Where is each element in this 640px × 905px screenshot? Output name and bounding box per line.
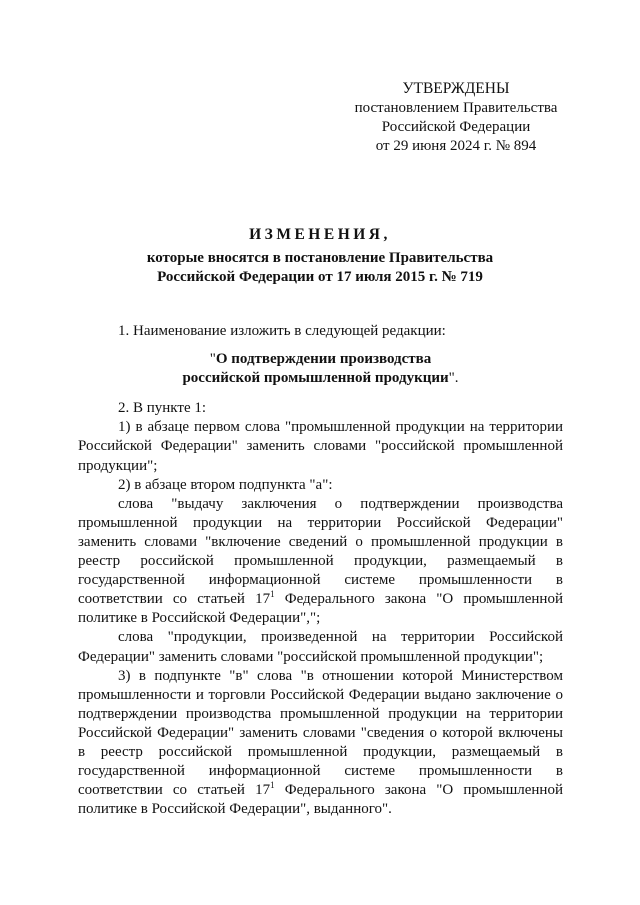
paragraph-5: [78, 495, 563, 629]
paragraph-3: 1) в абзаце первом слова "промышленной продукции на территории Российской Федерации" заменить словами "российской промышленной продукции";: [78, 419, 563, 474]
new-name-line-1: [78, 350, 563, 369]
document-body: [78, 322, 563, 819]
paragraph-6: слова "продукции, произведенной на территории Российской Федерации" заменить словами "российской промышленной продукции";: [78, 629, 563, 665]
approval-block: [349, 79, 563, 156]
new-name-line-2: [78, 369, 563, 388]
paragraph-7-superscript: 1: [270, 780, 275, 791]
new-name-block: [78, 350, 563, 388]
approval-line-2: Российской Федерации: [381, 119, 531, 135]
paragraph-5-text-b: Федерального закона "О промышленной политике в Российской Федерации",";: [78, 591, 563, 627]
paragraph-1: 1. Наименование изложить в следующей редакции:: [118, 323, 446, 339]
approval-heading: УТВЕРЖДЕНЫ: [402, 80, 510, 97]
subtitle-line-2: Российской Федерации от 17 июля 2015 г. № 719: [157, 269, 483, 285]
approval-line-1: постановлением Правительства: [354, 100, 558, 116]
paragraph-4: 2) в абзаце втором подпункта "а":: [118, 476, 333, 493]
paragraph-7: [78, 667, 563, 820]
subtitle-line-1: которые вносятся в постановление Правительства: [146, 250, 494, 266]
new-name-text-1: О подтверждении производства: [215, 351, 432, 368]
paragraph-7-text-a: 3) в подпункте "в" слова "в отношении которой Министерством промышленности и торговли Российской Федерации выдано заключение о подтверждении производства промышленной продукции на территории Российской Федерации" заменить словами "сведения о которой включены в реестр российской промышленной продукции, размещаемый в государственной информационной системе промышленности в соответствии со статьей 17: [78, 667, 563, 799]
paragraph-5-text-a: слова "выдачу заключения о подтверждении производства промышленной продукции на территории Российской Федерации" заменить словами "включение сведений о промышленной продукции в реестр российской промышленной продукции, размещаемый в государственной информационной системе промышленности в соответствии со статьей 17: [78, 495, 563, 608]
new-name-open-quote: ": [209, 351, 216, 368]
document-subtitle: [0, 249, 640, 287]
document-title: ИЗМЕНЕНИЯ,: [249, 226, 391, 243]
new-name-text-2: российской промышленной продукции: [182, 370, 449, 387]
paragraph-2: 2. В пункте 1:: [118, 400, 207, 417]
new-name-close: ".: [448, 370, 459, 387]
paragraph-5-superscript: 1: [270, 589, 275, 600]
paragraph-7-text-b: Федерального закона "О промышленной политике в Российской Федерации", выданного".: [78, 782, 563, 818]
approval-line-3: от 29 июня 2024 г. № 894: [375, 138, 537, 154]
